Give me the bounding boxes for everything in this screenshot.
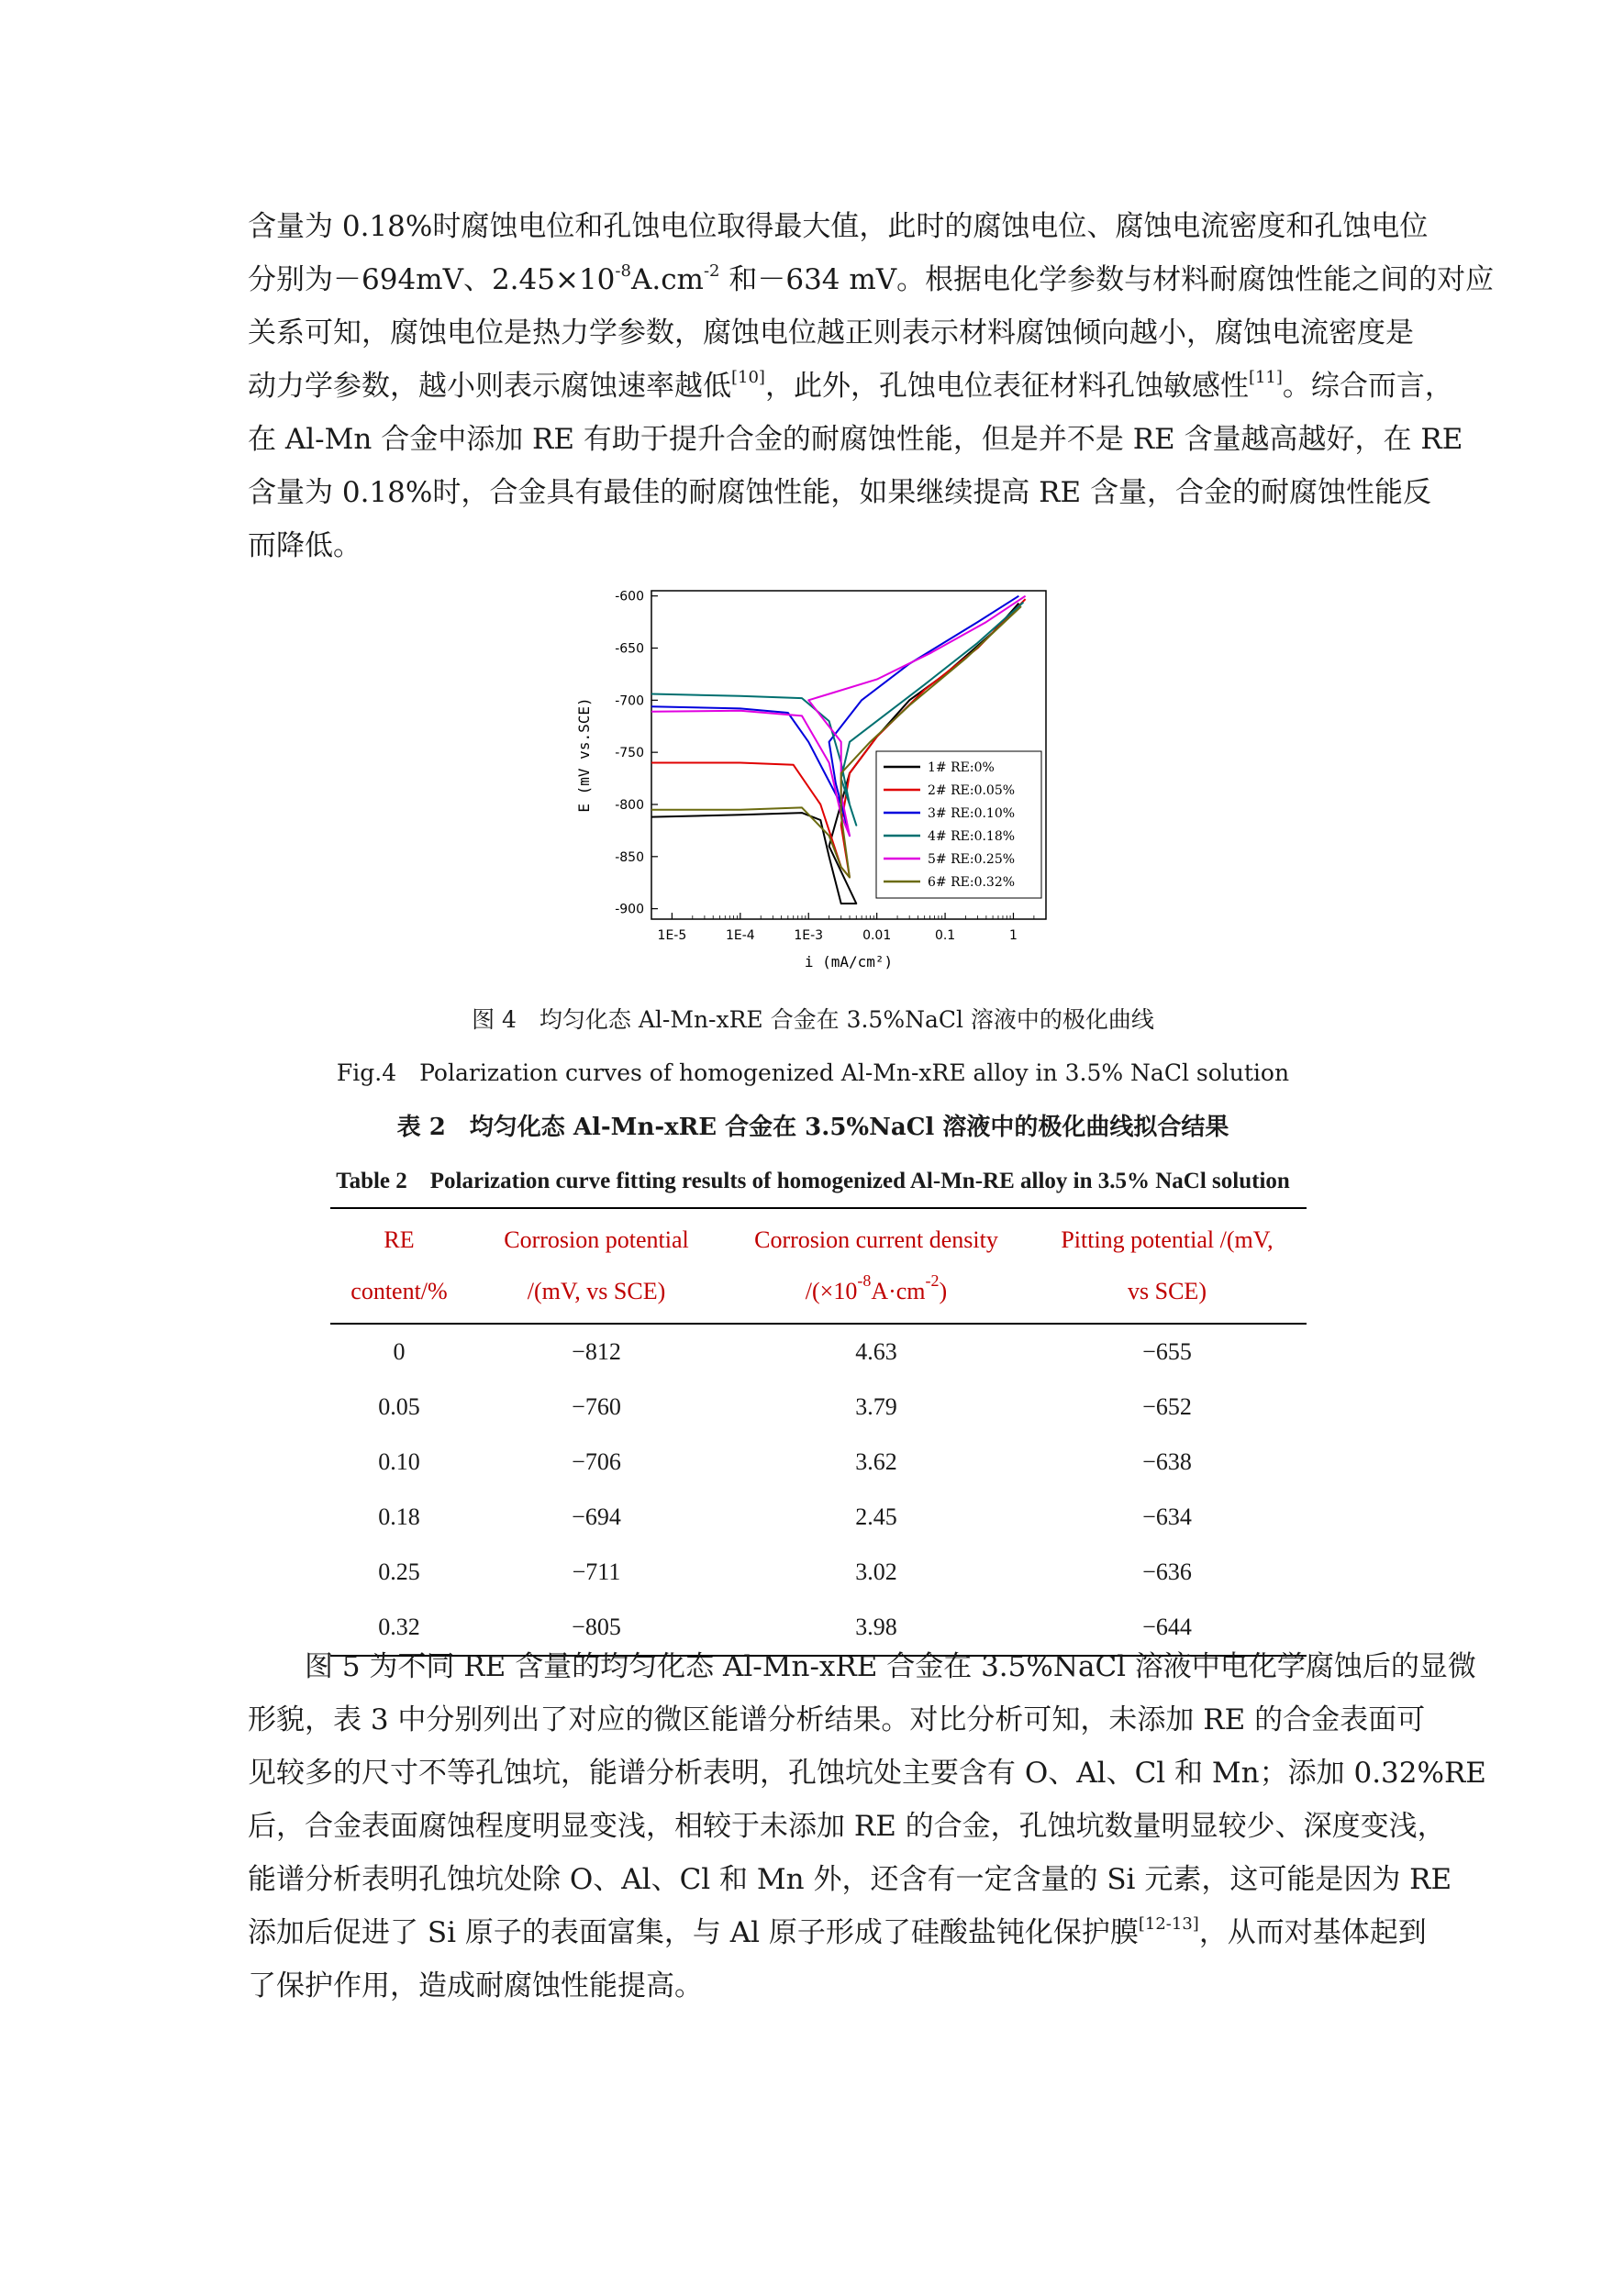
y-tick-label: -900: [615, 902, 644, 917]
table-cell: 3.62: [855, 1448, 897, 1475]
text-line: 关系可知，腐蚀电位是热力学参数，腐蚀电位越正则表示材料腐蚀倾向越小，腐蚀电流密度是: [248, 316, 1414, 349]
header-corrosion-current: Corrosion current density $/(\times 10^{-8}A\cdot cm^{-2})$: [725, 1208, 1028, 1324]
text-line: 图 5 为不同 RE 含量的均匀化态 Al-Mn-xRE 合金在 3.5%NaCl 溶液中电化学腐蚀后的显微: [305, 1650, 1476, 1683]
y-tick-label: -750: [615, 746, 644, 761]
table-cell: 0.05: [378, 1393, 420, 1420]
table-cell: 0.18: [378, 1503, 420, 1530]
table-cell: −634: [1142, 1503, 1192, 1530]
y-tick-label: -850: [615, 849, 644, 865]
header-pitting-potential: Pitting potential /(mV, vs SCE): [1028, 1208, 1307, 1324]
table-cell: −805: [468, 1600, 725, 1656]
text-line: 能谱分析表明孔蚀坑处除 O、Al、Cl 和 Mn 外，还含有一定含量的 Si 元素，这可能是因为 RE: [248, 1863, 1452, 1896]
header-corrosion-potential: Corrosion potential /(mV, vs SCE): [468, 1208, 725, 1324]
y-tick-label: -700: [615, 693, 644, 709]
text-line: 含量为 0.18%时腐蚀电位和孔蚀电位取得最大值，此时的腐蚀电位、腐蚀电流密度和孔蚀电位: [248, 210, 1429, 243]
fitting-results-table: [330, 1207, 1307, 1657]
text-line: 在 Al-Mn 合金中添加 RE 有助于提升合金的耐腐蚀性能，但是并不是 RE 含量越高越好，在 RE: [248, 423, 1463, 456]
text-line: 后，合金表面腐蚀程度明显变浅，相较于未添加 RE 的合金，孔蚀坑数量明显较少、深度变浅，: [248, 1810, 1446, 1843]
table-cell: −711: [572, 1558, 621, 1585]
table-row: [330, 1380, 1307, 1435]
text-line: 添加后促进了 Si 原子的表面富集，与 Al 原子形成了硅酸盐钝化保护膜[12-13]，从而对基体起到: [248, 1914, 1427, 1949]
text-line: 而降低。: [248, 529, 362, 562]
table-cell: −812: [572, 1338, 621, 1365]
y-tick-label: -600: [615, 589, 644, 605]
citation[interactable]: [10]: [731, 368, 765, 387]
table-cell: 0.25: [378, 1558, 420, 1585]
x-tick-label: 1E-4: [725, 928, 755, 943]
y-axis-label: E (mV vs.SCE): [575, 697, 593, 813]
text-line: 动力学参数，越小则表示腐蚀速率越低[10]，此外，孔蚀电位表征材料孔蚀敏感性[11]。综合而言，: [248, 368, 1453, 403]
table-cell: −636: [1142, 1558, 1192, 1585]
table-cell: −694: [572, 1503, 621, 1530]
table-title-en: Table 2 Polarization curve fitting results of homogenized Al-Mn-RE alloy in 3.5% NaCl solution: [336, 1169, 1290, 1193]
table-row: [330, 1435, 1307, 1490]
legend-label: 6# RE:0.32%: [928, 875, 1016, 890]
table-cell: −760: [572, 1393, 621, 1420]
legend-label: 5# RE:0.25%: [928, 852, 1016, 867]
citation[interactable]: [12-13]: [1138, 1914, 1199, 1934]
table-cell: 3.02: [855, 1558, 897, 1585]
text-line: 见较多的尺寸不等孔蚀坑，能谱分析表明，孔蚀坑处主要含有 O、Al、Cl 和 Mn；添加 0.32%RE: [248, 1757, 1486, 1790]
table-cell: −638: [1142, 1448, 1192, 1475]
table-title-cn: 表 2 均匀化态 Al-Mn-xRE 合金在 3.5%NaCl 溶液中的极化曲线拟合结果: [396, 1114, 1229, 1141]
text-line: 分别为－694mV、$2.45\times 10^{-8}A.cm^{-2}$ 和－634 mV。根据电化学参数与材料耐腐蚀性能之间的对应: [248, 261, 1495, 296]
legend-label: 3# RE:0.10%: [928, 806, 1016, 821]
x-tick-label: 1E-3: [794, 928, 824, 943]
text-line: 含量为 0.18%时，合金具有最佳的耐腐蚀性能，如果继续提高 RE 含量，合金的耐腐蚀性能反: [248, 476, 1432, 509]
x-tick-label: 0.1: [934, 928, 956, 943]
table-cell: 4.63: [855, 1338, 897, 1365]
legend-label: 2# RE:0.05%: [928, 783, 1016, 798]
x-tick-label: 1: [1009, 928, 1018, 943]
x-axis-label: i (mA/cm²): [804, 953, 894, 971]
figure-caption-cn: 图 4 均匀化态 Al-Mn-xRE 合金在 3.5%NaCl 溶液中的极化曲线: [472, 1006, 1154, 1033]
table-cell: 3.79: [855, 1393, 897, 1420]
y-tick-label: -650: [615, 641, 644, 657]
table-cell: 3.98: [725, 1600, 1028, 1656]
table-row: [330, 1490, 1307, 1545]
table-cell: −644: [1028, 1600, 1307, 1656]
text-line: 了保护作用，造成耐腐蚀性能提高。: [248, 1969, 703, 2002]
citation[interactable]: [11]: [1248, 368, 1283, 387]
table-cell: 2.45: [855, 1503, 897, 1530]
header-re-content: RE content/%: [330, 1208, 468, 1324]
polarization-chart: [569, 578, 1064, 982]
table-row: [330, 1545, 1307, 1600]
table-cell: −652: [1142, 1393, 1192, 1420]
table-cell: 0.10: [378, 1448, 420, 1475]
text-line: 形貌，表 3 中分别列出了对应的微区能谱分析结果。对比分析可知，未添加 RE 的合金表面可: [248, 1703, 1426, 1736]
table-cell: 0: [393, 1338, 406, 1365]
y-tick-label: -800: [615, 797, 644, 813]
table-row: [330, 1324, 1307, 1380]
legend-label: 1# RE:0%: [928, 760, 995, 775]
x-tick-label: 1E-5: [657, 928, 687, 943]
table-header-row: [330, 1208, 1307, 1324]
table-cell: −706: [572, 1448, 621, 1475]
table-cell: −655: [1142, 1338, 1192, 1365]
figure-caption-en: Fig.4 Polarization curves of homogenized Al-Mn-xRE alloy in 3.5% NaCl solution: [336, 1059, 1290, 1086]
table-cell: 0.32: [330, 1600, 468, 1656]
x-tick-label: 0.01: [862, 928, 892, 943]
legend-label: 4# RE:0.18%: [928, 829, 1016, 844]
paragraph-2: [248, 1640, 1486, 2013]
paragraph-1: [248, 200, 1495, 572]
